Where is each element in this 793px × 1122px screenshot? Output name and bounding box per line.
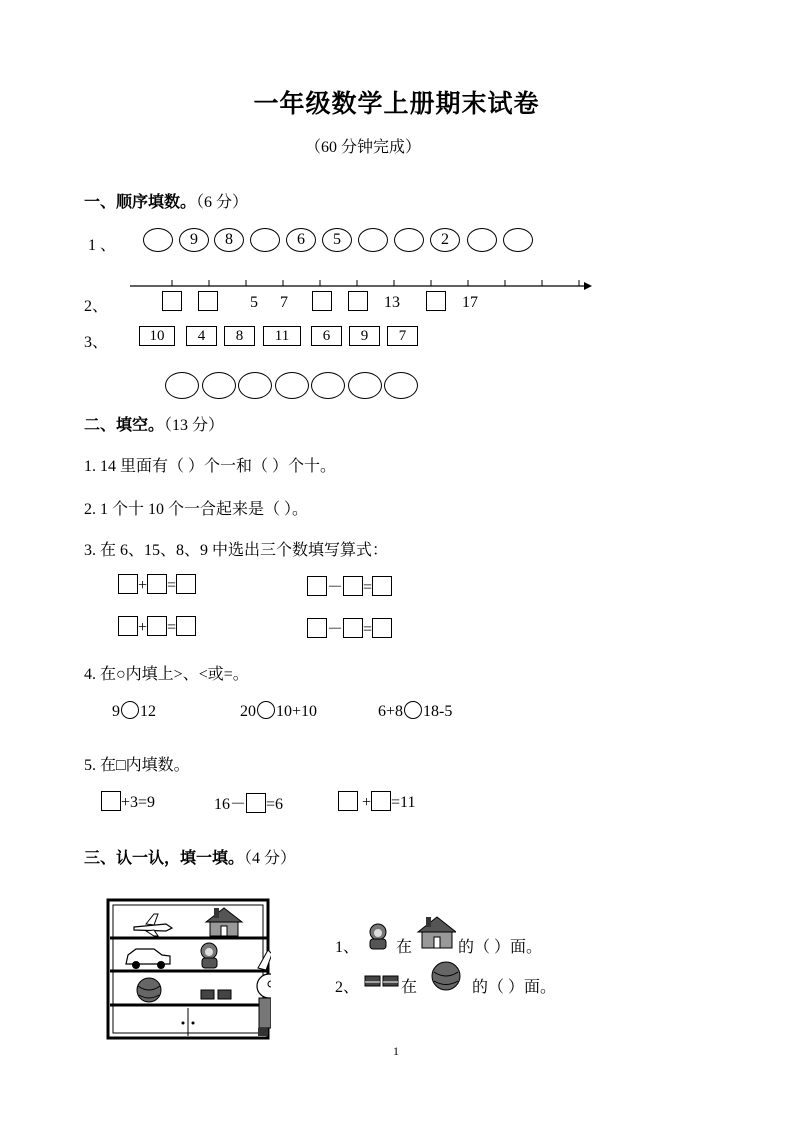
shelf-q1-num: 1、 <box>335 939 360 956</box>
page-number: 1 <box>393 1044 399 1058</box>
compare-right: 18-5 <box>423 703 453 720</box>
compare-item <box>378 701 452 721</box>
section-2-score: （13 分） <box>164 417 225 434</box>
fill-q1: 1. 14 里面有（ ）个一和（ ）个十。 <box>84 458 337 475</box>
sequence-circle-9: 9 <box>179 228 209 252</box>
shelf-q1-zai: 在 <box>396 939 413 956</box>
equals-sign: = <box>167 577 177 594</box>
blank-box[interactable] <box>176 616 196 636</box>
compare-circle[interactable] <box>257 701 275 719</box>
blank-box[interactable] <box>338 791 358 811</box>
missing-number-eq-1 <box>101 791 155 812</box>
q2-label: 2、 <box>84 298 109 315</box>
blank-box[interactable] <box>101 791 121 811</box>
sequence-circle-2: 2 <box>430 228 460 252</box>
shelf-illustration <box>106 898 271 1043</box>
number-13: 13 <box>384 294 400 311</box>
sequence-circle-blank[interactable] <box>250 228 280 252</box>
equals-sign: = <box>167 619 177 636</box>
missing-number-eq-3 <box>338 791 415 812</box>
shelf-q2 <box>335 974 359 997</box>
shelf-q1-answer: 的（ ）面。 <box>458 939 543 956</box>
sequence-circle-blank[interactable] <box>503 228 533 252</box>
sequence-circle-5: 5 <box>322 228 352 252</box>
equals-sign: = <box>363 579 373 596</box>
plus-sign: + <box>138 619 148 636</box>
blank-box[interactable] <box>176 574 196 594</box>
sequence-circle-8: 8 <box>214 228 244 252</box>
order-answer-circle[interactable] <box>275 372 309 399</box>
blank-box[interactable] <box>246 793 266 813</box>
number-box-9: 9 <box>349 326 380 346</box>
shelf-q2-answer: 的（ ）面。 <box>472 979 557 996</box>
missing-number-eq-2 <box>214 791 283 814</box>
order-answer-circle[interactable] <box>165 372 199 399</box>
rabbit-character-icon <box>257 950 271 1036</box>
plus-sign: + <box>138 577 148 594</box>
ball-icon <box>137 978 161 1002</box>
blank-box[interactable] <box>307 576 327 596</box>
section-3-title: 三、认一认，填一填。 <box>84 848 245 867</box>
shoes-icon <box>201 990 231 999</box>
blank-box[interactable] <box>118 574 138 594</box>
eq-text: =6 <box>266 796 284 813</box>
subtraction-equation <box>307 574 392 597</box>
house-icon <box>206 908 242 936</box>
sequence-circle-blank[interactable] <box>467 228 497 252</box>
minus-sign: － <box>327 579 344 596</box>
compare-left: 20 <box>240 703 256 720</box>
ball-icon <box>429 960 463 992</box>
blank-box[interactable] <box>118 616 138 636</box>
number-line-ticks <box>172 280 579 286</box>
fill-q2: 2. 1 个十 10 个一合起来是（ ）。 <box>84 501 309 518</box>
eq-text: +3=9 <box>121 794 156 811</box>
eq-text: =11 <box>391 794 416 811</box>
page-title: 一年级数学上册期末试卷 <box>253 89 540 118</box>
section-3-score: （4 分） <box>244 850 297 867</box>
minus-sign: － <box>327 621 344 638</box>
blank-box[interactable] <box>372 618 392 638</box>
shelf-q1 <box>335 934 359 957</box>
blank-box[interactable] <box>348 291 368 311</box>
order-answer-circle[interactable] <box>202 372 236 399</box>
fill-q5: 5. 在□内填数。 <box>84 757 190 774</box>
car-icon <box>126 949 170 969</box>
blank-box[interactable] <box>312 291 332 311</box>
number-box-6: 6 <box>311 326 342 346</box>
blank-box[interactable] <box>147 616 167 636</box>
eq-text: 16－ <box>214 796 247 813</box>
section-1-title: 一、顺序填数。 <box>84 192 197 211</box>
shelf-q2-num: 2、 <box>335 979 360 996</box>
eq-text: + <box>362 794 372 811</box>
number-box-10: 10 <box>139 326 175 346</box>
fill-q3: 3. 在 6、15、8、9 中选出三个数填写算式： <box>84 542 389 559</box>
order-answer-circle[interactable] <box>348 372 382 399</box>
q3-label: 3、 <box>84 334 109 351</box>
compare-item <box>240 701 317 721</box>
subtraction-equation <box>307 616 392 639</box>
blank-box[interactable] <box>343 576 363 596</box>
number-7: 7 <box>280 294 288 311</box>
compare-circle[interactable] <box>404 701 422 719</box>
blank-box[interactable] <box>371 791 391 811</box>
shelf-q2-zai: 在 <box>401 979 418 996</box>
compare-circle[interactable] <box>121 701 139 719</box>
page-subtitle: （60 分钟完成） <box>305 139 422 156</box>
section-2-title: 二、填空。 <box>84 415 165 434</box>
section-1-heading <box>84 189 248 212</box>
section-1-score: （6 分） <box>196 194 249 211</box>
blank-box[interactable] <box>198 291 218 311</box>
order-answer-circle[interactable] <box>311 372 345 399</box>
number-17: 17 <box>462 294 478 311</box>
number-5: 5 <box>250 294 258 311</box>
number-box-11: 11 <box>263 326 301 346</box>
compare-left: 6+8 <box>378 703 404 720</box>
fill-q4: 4. 在○内填上>、<或=。 <box>84 666 249 683</box>
blank-box[interactable] <box>426 291 446 311</box>
section-2-heading <box>84 412 224 435</box>
blank-box[interactable] <box>162 291 182 311</box>
sequence-circle-blank[interactable] <box>394 228 424 252</box>
blank-box[interactable] <box>147 574 167 594</box>
blank-box[interactable] <box>343 618 363 638</box>
order-answer-circle[interactable] <box>238 372 272 399</box>
compare-right: 10+10 <box>276 703 318 720</box>
sequence-circle-blank[interactable] <box>358 228 388 252</box>
house-icon <box>416 914 456 950</box>
sequence-circle-6: 6 <box>286 228 316 252</box>
number-box-8: 8 <box>224 326 255 346</box>
shoes-icon <box>363 970 401 990</box>
bear-icon <box>364 922 392 950</box>
blank-box[interactable] <box>307 618 327 638</box>
compare-item <box>112 701 156 721</box>
q1-label: 1 、 <box>88 237 117 254</box>
bear-icon <box>201 943 217 968</box>
addition-equation <box>118 574 196 595</box>
section-3-heading <box>84 845 296 868</box>
airplane-icon <box>134 914 172 936</box>
compare-left: 9 <box>112 703 120 720</box>
order-answer-circle[interactable] <box>384 372 418 399</box>
blank-box[interactable] <box>372 576 392 596</box>
addition-equation <box>118 616 196 637</box>
equals-sign: = <box>363 621 373 638</box>
sequence-circle-blank[interactable] <box>143 228 173 252</box>
compare-right: 12 <box>140 703 156 720</box>
number-box-7: 7 <box>387 326 418 346</box>
number-box-4: 4 <box>186 326 217 346</box>
